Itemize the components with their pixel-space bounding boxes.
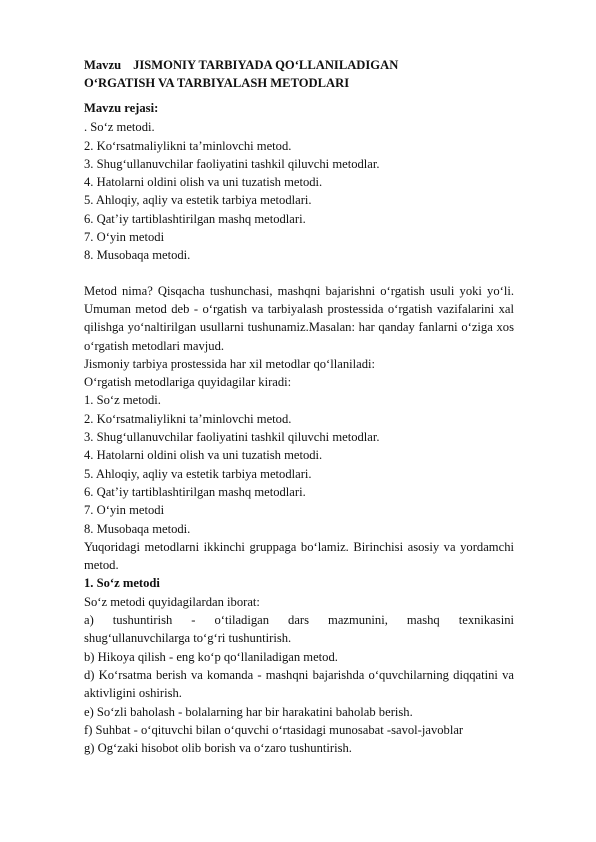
item-a-word: a) [84, 613, 94, 628]
item-a-word: - [191, 613, 196, 628]
title-line-1 [84, 56, 514, 74]
method-item: 4. Hatolarni oldini olish va uni tuzatish metodi. [84, 448, 323, 463]
methods-summary: Yuqoridagi metodlarni ikkinchi gruppaga bo‘lamiz. Birinchisi asosiy va yordamchi metod. [84, 539, 514, 573]
item-a-continuation: shug‘ullanuvchilarga to‘g‘ri tushuntirish. [84, 631, 292, 646]
plan-item: 5. Ahloqiy, aqliy va estetik tarbiya metodlari. [84, 193, 312, 208]
item-a-word: dars [288, 613, 310, 628]
item-a-word: mazmunini, [328, 613, 388, 628]
title-line-2: O‘RGATISH VA TARBIYALASH METODLARI [84, 76, 350, 90]
plan-list [84, 118, 514, 264]
section-heading: 1. So‘z metodi [84, 576, 160, 591]
method-item: 6. Qat’iy tartiblashtirilgan mashq metodlari. [84, 484, 306, 499]
intro-line: Jismoniy tarbiya prostessida har xil metodlar qo‘llaniladi: [84, 356, 375, 371]
method-item: 1. So‘z metodi. [84, 393, 161, 408]
spacer [84, 265, 514, 282]
document-title [84, 56, 514, 92]
item-a-word: o‘tiladigan [214, 613, 270, 628]
method-item: 7. O‘yin metodi [84, 503, 165, 518]
item-a-word: tushuntirish [112, 613, 173, 628]
plan-item: 7. O‘yin metodi [84, 230, 165, 245]
plan-item: 8. Musobaqa metodi. [84, 248, 191, 263]
intro-paragraph: Metod nima? Qisqacha tushunchasi, mashqni bajarishni o‘rgatish usuli yoki yo‘li. Umuman metod deb - o‘rgatish va tarbiyalash prostessida o‘rgatish vazifalarini xal qilishga yo‘naltirilgan usullarni tushunamiz.Masalan: har qanday fanlarni o‘ziga xos o‘rgatish metodlari mavjud. [84, 283, 514, 353]
plan-item: 4. Hatolarni oldini olish va uni tuzatish metodi. [84, 175, 323, 190]
item-d: d) Ko‘rsatma berish va komanda - mashqni bajarishda o‘quvchilarning diqqatini va aktivligini oshirish. [84, 667, 514, 701]
method-item: 5. Ahloqiy, aqliy va estetik tarbiya metodlari. [84, 466, 312, 481]
methods-list [84, 391, 514, 537]
plan-heading: Mavzu rejasi: [84, 101, 159, 115]
method-item: 2. Ko‘rsatmaliylikni ta’minlovchi metod. [84, 411, 292, 426]
plan-item: 3. Shug‘ullanuvchilar faoliyatini tashkil qiluvchi metodlar. [84, 156, 380, 171]
plan-item: 2. Ko‘rsatmaliylikni ta’minlovchi metod. [84, 138, 292, 153]
plan-item: . So‘z metodi. [84, 120, 155, 135]
method-item: 3. Shug‘ullanuvchilar faoliyatini tashkil qiluvchi metodlar. [84, 430, 380, 445]
item-f: f) Suhbat - o‘qituvchi bilan o‘quvchi o‘rtasidagi munosabat -savol-javoblar [84, 722, 464, 737]
intro-line: O‘rgatish metodlariga quyidagilar kiradi: [84, 375, 292, 390]
title-text-1: JISMONIY TARBIYADA QO‘LLANILADIGAN [133, 58, 399, 72]
item-a-word: texnikasini [458, 613, 514, 628]
section-intro: So‘z metodi quyidagilardan iborat: [84, 594, 260, 609]
item-a-word: mashq [406, 613, 440, 628]
method-item: 8. Musobaqa metodi. [84, 521, 191, 536]
item-e: e) So‘zli baholash - bolalarning har bir harakatini baholab berish. [84, 704, 413, 719]
item-g: g) Og‘zaki hisobot olib borish va o‘zaro tushuntirish. [84, 741, 352, 756]
item-a-line [84, 611, 514, 629]
document-page [84, 56, 514, 757]
item-b: b) Hikoya qilish - eng ko‘p qo‘llaniladigan metod. [84, 649, 338, 664]
topic-label: Mavzu [84, 58, 122, 72]
plan-item: 6. Qat’iy tartiblashtirilgan mashq metodlari. [84, 211, 306, 226]
